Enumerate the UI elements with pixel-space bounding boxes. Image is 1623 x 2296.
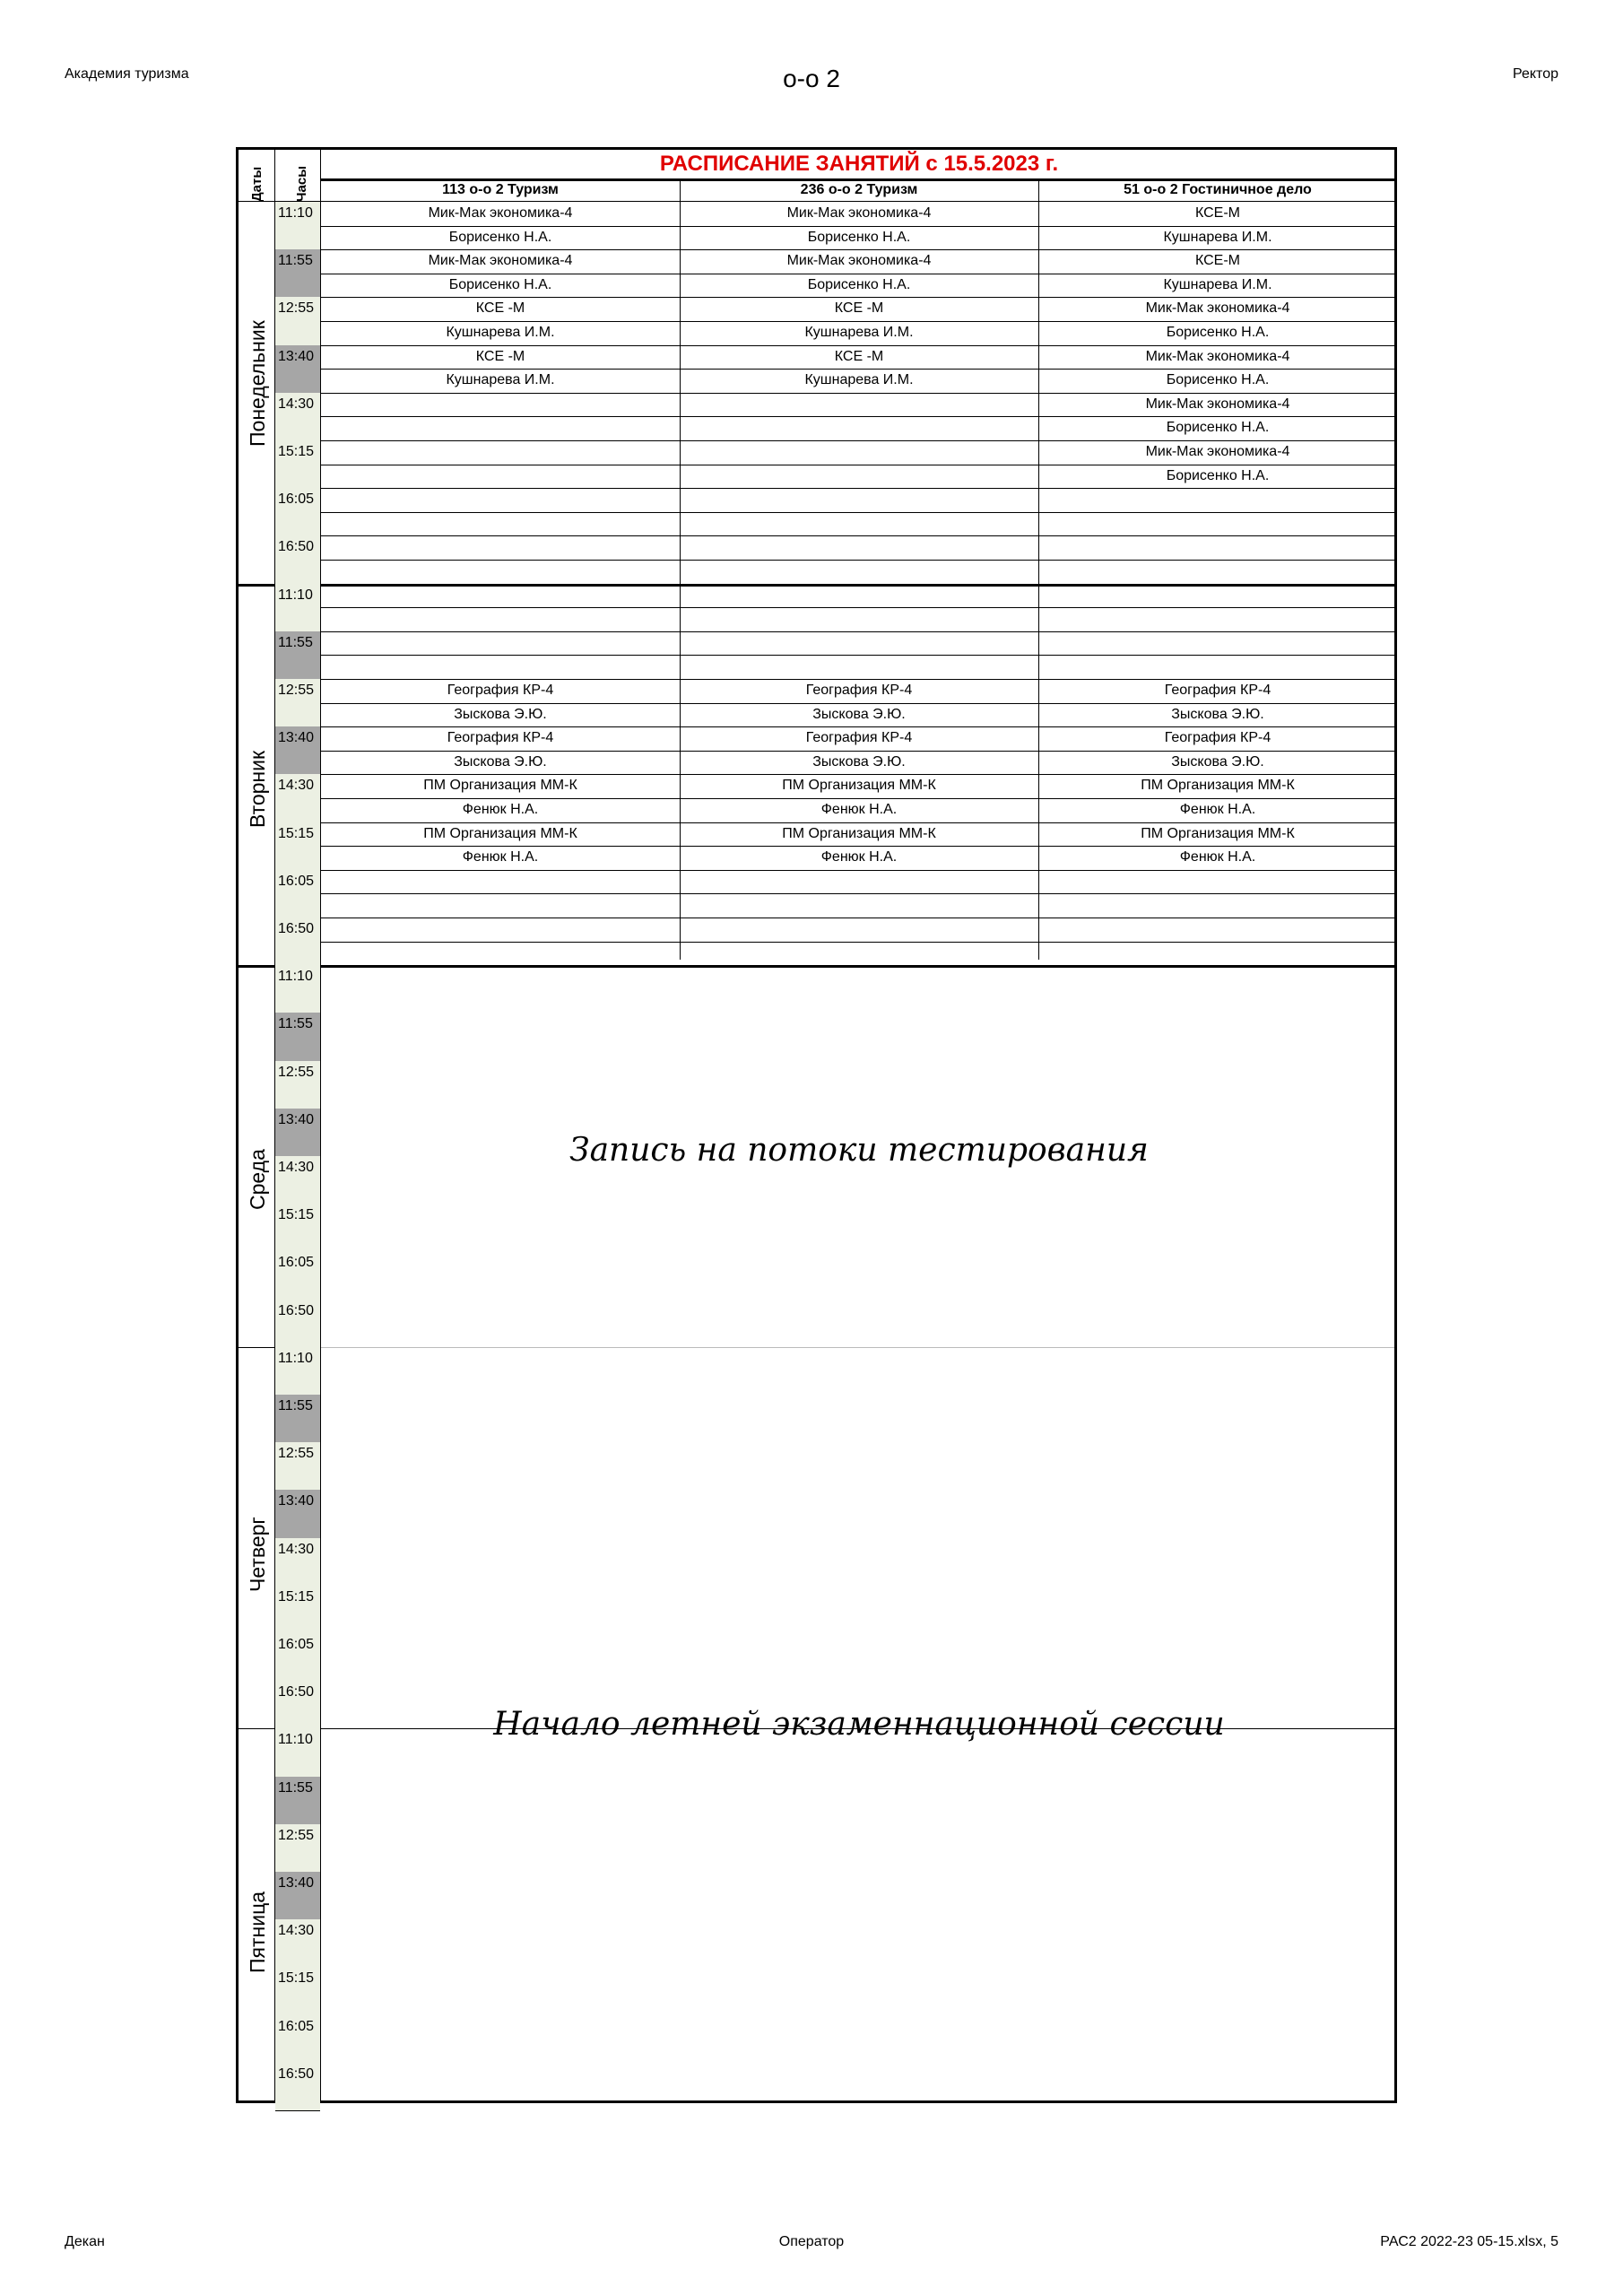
testing-enrollment-notice: Запись на потоки тестирования	[569, 1132, 1149, 1170]
schedule-cell: ПМ Организация ММ-К	[1141, 825, 1295, 841]
schedule-cell: Кушнарева И.М.	[446, 372, 555, 388]
time-label: 15:15	[278, 825, 315, 841]
schedule-cell	[1038, 488, 1397, 511]
schedule-cell	[321, 393, 680, 416]
schedule-cell: Борисенко Н.А.	[807, 276, 911, 292]
schedule-title: РАСПИСАНИЕ ЗАНЯТИЙ с 15.5.2023 г.	[659, 152, 1059, 176]
schedule-cell	[321, 440, 680, 464]
schedule-cell: Зыскова Э.Ю.	[1171, 753, 1264, 770]
schedule-cell: Кушнарева И.М.	[446, 325, 555, 340]
schedule-cell: ПМ Организация ММ-К	[423, 825, 577, 841]
time-label: 14:30	[278, 1541, 315, 1557]
time-label: 11:55	[278, 1398, 313, 1413]
schedule-cell	[321, 465, 680, 488]
schedule-cell: Фенюк Н.А.	[820, 802, 898, 817]
schedule-cell	[1038, 560, 1397, 583]
schedule-cell	[680, 584, 1038, 607]
time-label: 12:55	[278, 683, 315, 698]
schedule-cell: КСЕ -М	[834, 300, 884, 317]
header-organization: Академия туризма	[65, 66, 189, 82]
hours-header: Часы	[294, 165, 309, 202]
schedule-cell	[321, 535, 680, 559]
time-label: 11:10	[278, 587, 313, 603]
time-label: 16:05	[278, 491, 315, 508]
schedule-cell	[321, 584, 680, 607]
schedule-cell: Борисенко Н.А.	[1166, 420, 1270, 436]
time-label: 11:10	[278, 205, 313, 221]
schedule-cell: География КР-4	[447, 730, 554, 746]
column-header-group-113: 113 о-о 2 Туризм	[442, 182, 559, 197]
time-label: 16:05	[278, 2018, 315, 2034]
schedule-cell	[1038, 942, 1397, 965]
time-label: 16:50	[278, 1684, 315, 1700]
schedule-table	[236, 147, 1397, 2103]
schedule-cell	[680, 870, 1038, 893]
time-label: 15:15	[278, 444, 315, 459]
schedule-cell: Зыскова Э.Ю.	[454, 706, 547, 722]
header-rector: Ректор	[1513, 66, 1558, 82]
slot-divider	[275, 2110, 320, 2111]
time-label: 14:30	[278, 1923, 315, 1939]
schedule-cell	[680, 607, 1038, 631]
schedule-cell	[680, 560, 1038, 583]
footer-file-info: РАС2 2022-23 05-15.xlsx, 5	[1380, 2234, 1558, 2249]
time-label: 13:40	[278, 1493, 315, 1509]
schedule-cell: География КР-4	[805, 683, 913, 698]
schedule-cell	[680, 893, 1038, 917]
day-label: Среда	[246, 1149, 269, 1210]
schedule-cell	[321, 560, 680, 583]
schedule-cell: Мик-Мак экономика-4	[1145, 348, 1290, 364]
schedule-cell	[680, 465, 1038, 488]
time-label: 14:30	[278, 1160, 315, 1175]
schedule-cell	[1038, 512, 1397, 535]
schedule-cell: ПМ Организация ММ-К	[782, 825, 936, 841]
schedule-cell	[680, 440, 1038, 464]
day-label: Пятница	[246, 1892, 269, 1974]
schedule-cell	[321, 918, 680, 941]
schedule-cell: Мик-Мак экономика-4	[428, 253, 573, 269]
schedule-cell: География КР-4	[1164, 683, 1271, 698]
schedule-cell: География КР-4	[805, 730, 913, 746]
time-label: 13:40	[278, 348, 315, 364]
schedule-cell	[321, 607, 680, 631]
time-label: 16:50	[278, 1302, 315, 1318]
schedule-cell	[1038, 535, 1397, 559]
schedule-cell	[321, 488, 680, 511]
dates-header: Даты	[249, 166, 265, 202]
column-header-group-51: 51 о-о 2 Гостиничное дело	[1124, 182, 1312, 197]
schedule-cell	[321, 416, 680, 439]
schedule-cell	[321, 655, 680, 678]
schedule-cell: Мик-Мак экономика-4	[428, 205, 573, 221]
schedule-cell: Фенюк Н.А.	[1179, 802, 1256, 817]
schedule-cell: География КР-4	[447, 683, 554, 698]
time-label: 13:40	[278, 1875, 315, 1891]
schedule-cell	[680, 942, 1038, 965]
schedule-cell: Мик-Мак экономика-4	[1145, 396, 1290, 412]
time-label: 16:05	[278, 1637, 315, 1652]
time-label: 12:55	[278, 1446, 315, 1462]
time-label: 16:05	[278, 873, 315, 889]
schedule-cell: Мик-Мак экономика-4	[786, 253, 932, 269]
schedule-cell	[680, 655, 1038, 678]
schedule-cell	[1038, 918, 1397, 941]
schedule-cell	[680, 393, 1038, 416]
time-label: 14:30	[278, 778, 315, 794]
schedule-cell: Фенюк Н.А.	[462, 849, 539, 865]
time-label: 11:55	[278, 634, 313, 650]
schedule-cell: КСЕ -М	[834, 348, 884, 364]
notice-divider	[321, 1347, 1394, 1348]
schedule-cell: ПМ Организация ММ-К	[423, 778, 577, 794]
schedule-cell: Фенюк Н.А.	[462, 802, 539, 817]
time-label: 15:15	[278, 1588, 315, 1605]
schedule-cell: Зыскова Э.Ю.	[1171, 706, 1264, 722]
time-label: 12:55	[278, 300, 315, 317]
title-divider	[320, 178, 1394, 181]
time-label: 12:55	[278, 1827, 315, 1843]
schedule-cell: КСЕ-М	[1194, 253, 1241, 269]
schedule-cell: Зыскова Э.Ю.	[454, 753, 547, 770]
time-label: 16:50	[278, 2066, 315, 2082]
schedule-cell: Борисенко Н.А.	[1166, 325, 1270, 340]
schedule-cell	[321, 893, 680, 917]
schedule-cell	[680, 488, 1038, 511]
time-label: 13:40	[278, 730, 315, 746]
schedule-cell: ПМ Организация ММ-К	[1141, 778, 1295, 794]
schedule-cell	[1038, 631, 1397, 655]
time-label: 16:50	[278, 539, 315, 555]
schedule-cell: Кушнарева И.М.	[804, 325, 914, 340]
schedule-cell: Зыскова Э.Ю.	[812, 706, 906, 722]
schedule-cell: Зыскова Э.Ю.	[812, 753, 906, 770]
column-header-group-236: 236 о-о 2 Туризм	[800, 182, 918, 197]
schedule-cell: Кушнарева И.М.	[804, 372, 914, 388]
time-label: 12:55	[278, 1064, 315, 1080]
time-label: 13:40	[278, 1111, 315, 1127]
schedule-cell: Борисенко Н.А.	[1166, 372, 1270, 388]
schedule-cell	[321, 512, 680, 535]
schedule-cell	[1038, 607, 1397, 631]
schedule-cell	[680, 416, 1038, 439]
time-label: 11:10	[278, 1732, 313, 1748]
schedule-cell: Фенюк Н.А.	[1179, 849, 1256, 865]
schedule-cell: Борисенко Н.А.	[807, 229, 911, 245]
schedule-cell: Кушнарева И.М.	[1163, 276, 1272, 292]
header-group: о-о 2	[783, 65, 840, 92]
schedule-cell	[680, 918, 1038, 941]
schedule-cell	[1038, 655, 1397, 678]
schedule-cell: География КР-4	[1164, 730, 1271, 746]
time-label: 11:55	[278, 1016, 313, 1032]
day-label: Понедельник	[246, 320, 269, 447]
schedule-cell	[321, 631, 680, 655]
schedule-cell	[321, 942, 680, 965]
time-label: 15:15	[278, 1970, 315, 1987]
exam-session-notice: Начало летней экзаменнационной сессии	[493, 1705, 1225, 1743]
day-divider	[239, 965, 1394, 968]
schedule-cell	[680, 631, 1038, 655]
schedule-cell: Борисенко Н.А.	[448, 229, 552, 245]
schedule-cell: КСЕ -М	[475, 348, 525, 364]
schedule-cell: ПМ Организация ММ-К	[782, 778, 936, 794]
footer-dean: Декан	[65, 2234, 105, 2249]
schedule-cell	[680, 512, 1038, 535]
schedule-cell: КСЕ -М	[475, 300, 525, 317]
time-label: 16:05	[278, 1255, 315, 1271]
time-label: 11:55	[278, 253, 313, 269]
time-label: 11:10	[278, 969, 313, 985]
schedule-cell: КСЕ-М	[1194, 205, 1241, 221]
schedule-cell	[1038, 584, 1397, 607]
schedule-cell	[680, 535, 1038, 559]
schedule-cell: Мик-Мак экономика-4	[1145, 444, 1290, 459]
footer-operator: Оператор	[778, 2234, 845, 2249]
schedule-cell: Фенюк Н.А.	[820, 849, 898, 865]
schedule-cell	[1038, 893, 1397, 917]
time-label: 14:30	[278, 396, 315, 412]
time-label: 15:15	[278, 1207, 315, 1223]
schedule-cell: Кушнарева И.М.	[1163, 229, 1272, 245]
time-label: 11:10	[278, 1350, 313, 1366]
schedule-cell	[1038, 870, 1397, 893]
day-label: Четверг	[246, 1516, 269, 1592]
schedule-cell: Борисенко Н.А.	[1166, 467, 1270, 483]
time-label: 16:50	[278, 921, 315, 936]
time-label: 11:55	[278, 1779, 313, 1796]
schedule-cell: Борисенко Н.А.	[448, 276, 552, 292]
schedule-cell	[321, 870, 680, 893]
schedule-cell: Мик-Мак экономика-4	[1145, 300, 1290, 317]
schedule-cell: Мик-Мак экономика-4	[786, 205, 932, 221]
day-label: Вторник	[246, 751, 269, 829]
